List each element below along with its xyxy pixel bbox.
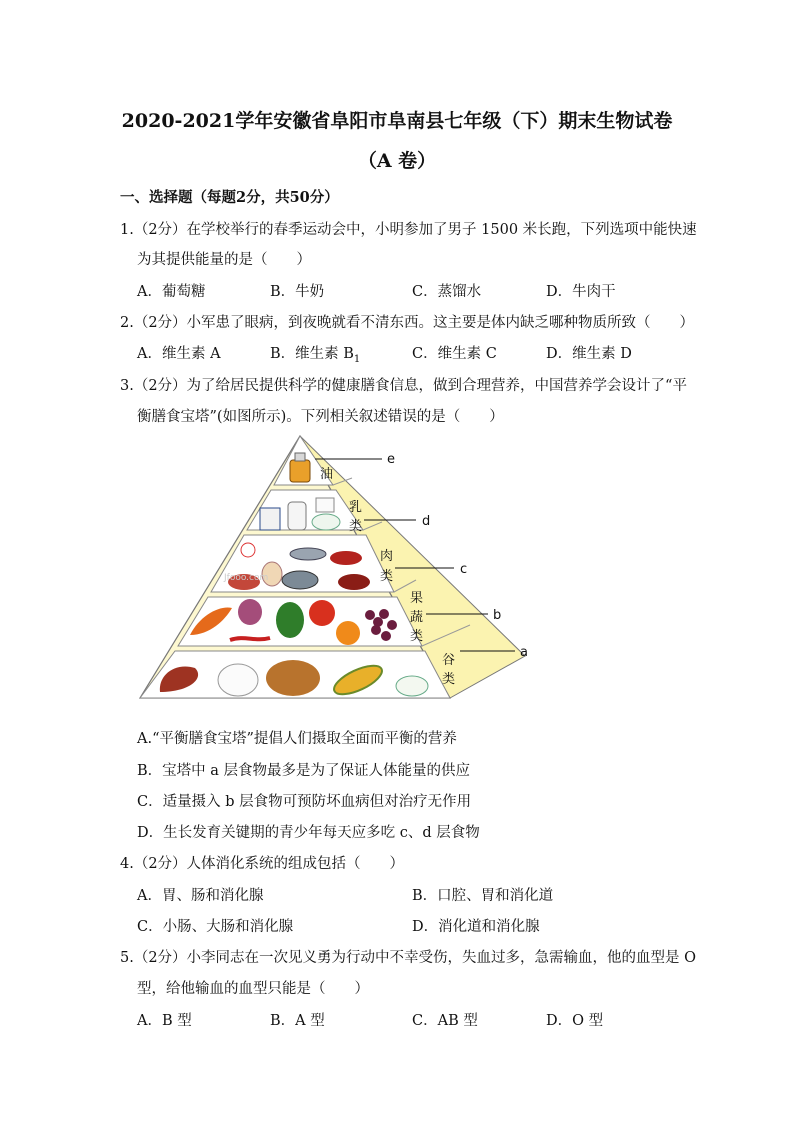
layer-name-fruit-veg-char-3: 类 <box>410 629 424 644</box>
layer-name-meat-char-1: 肉 <box>380 549 394 564</box>
label-d: d <box>422 514 431 529</box>
q5-option-d: D．O 型 <box>546 1013 604 1029</box>
question-5-line2: 型，给他输血的血型只能是（ ） <box>137 981 369 997</box>
question-2-line1: 2.（2分）小军患了眼病，到夜晚就看不清东西。这主要是体内缺乏哪种物质所致（ ） <box>120 315 695 331</box>
q5-option-c: C．AB 型 <box>412 1013 478 1029</box>
label-e: e <box>387 452 395 467</box>
document-subtitle: （A 卷） <box>357 150 437 172</box>
q3-option-d: D．生长发育关键期的青少年每天应多吃 c、d 层食物 <box>137 825 480 841</box>
q2-option-a: A．维生素 A <box>137 346 221 362</box>
question-3-line1: 3.（2分）为了给居民提供科学的健康膳食信息，做到合理营养，中国营养学会设计了“平 <box>120 378 687 394</box>
q5-option-a: A．B 型 <box>137 1013 192 1029</box>
layer-name-fruit-veg <box>410 591 423 644</box>
q2-option-d: D．维生素 D <box>546 346 632 362</box>
q3-option-a: A.“平衡膳食宝塔”提倡人们摄取全面而平衡的营养 <box>137 731 457 747</box>
section-heading: 一、选择题（每题2分，共50分） <box>120 189 339 206</box>
food-pyramid-figure <box>120 430 550 710</box>
question-3-line2: 衡膳食宝塔”(如图所示)。下列相关叙述错误的是（ ） <box>137 409 504 425</box>
q4-option-c: C．小肠、大肠和消化腺 <box>137 919 294 935</box>
layer-name-meat-char-2: 类 <box>380 569 394 584</box>
q3-option-b: B．宝塔中 a 层食物最多是为了保证人体能量的供应 <box>137 763 471 779</box>
q2-option-b-subscript: 1 <box>353 353 361 365</box>
question-1-line2: 为其提供能量的是（ ） <box>137 252 311 268</box>
q1-option-d: D．牛肉干 <box>546 284 616 300</box>
document-title: 2020-2021学年安徽省阜阳市阜南县七年级（下）期末生物试卷 <box>121 110 673 132</box>
question-4-line1: 4.（2分）人体消化系统的组成包括（ ） <box>120 856 405 872</box>
label-b: b <box>493 608 502 623</box>
layer-name-fruit-veg-char-2: 蔬 <box>410 610 424 625</box>
q1-option-a: A．葡萄糖 <box>137 284 206 300</box>
q2-option-b-text: B．维生素 B <box>270 346 354 362</box>
q4-option-b: B．口腔、胃和消化道 <box>412 888 554 904</box>
q4-option-d: D．消化道和消化腺 <box>412 919 540 935</box>
layer-name-fruit-veg-char-1: 果 <box>410 591 424 606</box>
layer-name-grain-char-1: 谷 <box>442 653 456 668</box>
layer-name-dairy-char-2: 类 <box>349 519 363 534</box>
q2-option-c: C．维生素 C <box>412 346 497 362</box>
q3-option-c: C．适量摄入 b 层食物可预防坏血病但对治疗无作用 <box>137 794 472 810</box>
q2-option-b <box>270 342 360 365</box>
layer-name-dairy-char-1: 乳 <box>349 500 363 515</box>
label-c: c <box>460 562 468 577</box>
q4-option-a: A．胃、肠和消化腺 <box>137 888 264 904</box>
q1-option-b: B．牛奶 <box>270 284 325 300</box>
layer-name-grain-char-2: 类 <box>442 672 456 687</box>
question-5-line1: 5.（2分）小李同志在一次见义勇为行动中不幸受伤，失血过多，急需输血，他的血型是 O <box>120 950 697 966</box>
label-a: a <box>520 645 528 660</box>
q1-option-c: C．蒸馏水 <box>412 284 482 300</box>
figure-watermark: Jfooo.com <box>224 573 269 583</box>
q5-option-b: B．A 型 <box>270 1013 325 1029</box>
layer-name-oil: 油 <box>320 467 334 482</box>
question-1-line1: 1.（2分）在学校举行的春季运动会中，小明参加了男子 1500 米长跑，下列选项中能快速 <box>120 222 697 238</box>
